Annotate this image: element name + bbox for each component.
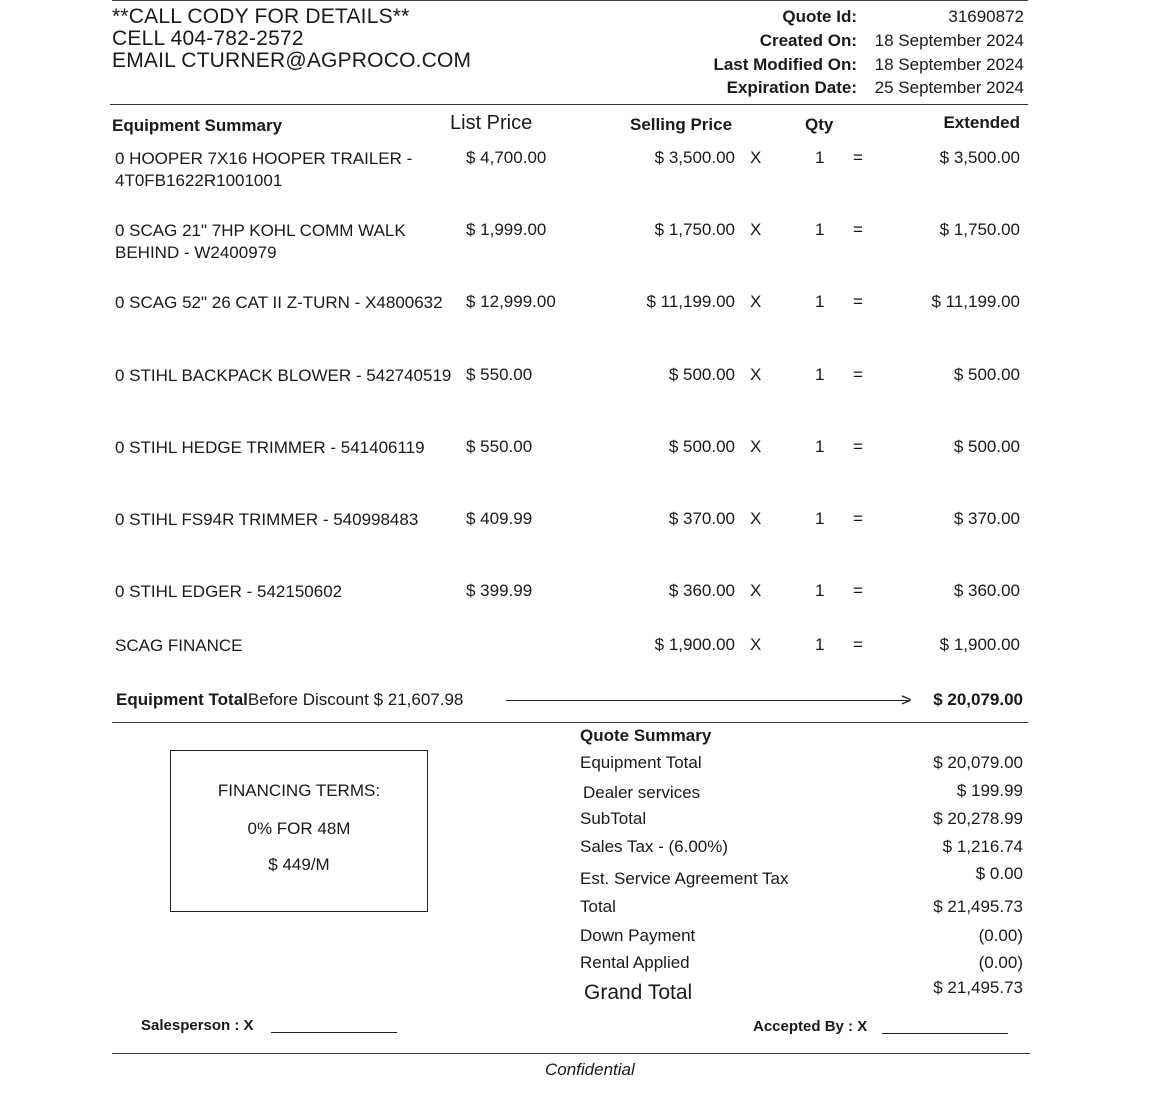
financing-payment: $ 449/M: [268, 855, 330, 874]
row-list-price: $ 550.00: [466, 437, 533, 456]
row-qty: 1: [815, 581, 825, 600]
arrow-right-icon: >: [901, 690, 912, 710]
salesperson-signature-line: [271, 1032, 397, 1033]
row-extended: $ 500.00: [953, 365, 1020, 384]
contact-cell: CELL 404-782-2572: [112, 27, 304, 50]
row-multiply-sign: X: [750, 220, 762, 239]
row-selling-price: $ 370.00: [668, 509, 735, 528]
footer-divider: [112, 1053, 1030, 1054]
total-arrow-line: [506, 700, 908, 701]
row-qty: 1: [815, 292, 825, 311]
summary-label: Equipment Total: [580, 753, 702, 772]
contact-call: **CALL CODY FOR DETAILS**: [112, 5, 410, 28]
row-list-price: $ 4,700.00: [466, 148, 547, 167]
expiration-date-label: Expiration Date:: [726, 78, 857, 97]
row-list-price: $ 409.99: [466, 509, 533, 528]
row-list-price: $ 399.99: [466, 581, 533, 600]
equipment-total-label: Equipment Total: [116, 690, 248, 709]
quote-summary-title: Quote Summary: [580, 726, 712, 745]
row-equals-sign: =: [853, 581, 863, 600]
row-description: 0 STIHL FS94R TRIMMER - 540998483: [115, 510, 419, 529]
summary-label: Dealer services: [583, 783, 701, 802]
row-selling-price: $ 500.00: [668, 437, 735, 456]
row-multiply-sign: X: [750, 581, 762, 600]
equipment-total-line: [116, 690, 463, 710]
summary-value: $ 21,495.73: [933, 978, 1023, 997]
confidential-label: Confidential: [545, 1060, 635, 1079]
row-qty: 1: [815, 220, 825, 239]
row-selling-price: $ 11,199.00: [646, 292, 735, 311]
financing-terms-box: [170, 750, 428, 912]
row-selling-price: $ 3,500.00: [654, 148, 735, 167]
expiration-date-value: 25 September 2024: [874, 78, 1024, 97]
quote-id-label: Quote Id:: [782, 7, 857, 26]
row-equals-sign: =: [853, 148, 863, 167]
summary-label: Grand Total: [584, 981, 693, 1004]
row-equals-sign: =: [853, 292, 863, 311]
row-multiply-sign: X: [750, 292, 762, 311]
summary-value: (0.00): [978, 953, 1023, 972]
row-description: SCAG FINANCE: [115, 636, 243, 655]
before-discount-text: Before Discount $ 21,607.98: [247, 690, 464, 709]
row-equals-sign: =: [853, 220, 863, 239]
row-qty: 1: [815, 148, 825, 167]
row-multiply-sign: X: [750, 437, 762, 456]
col-header-list-price: List Price: [450, 112, 533, 134]
header-divider: [110, 104, 1028, 105]
equipment-total-value: $ 20,079.00: [933, 690, 1023, 709]
created-on-value: 18 September 2024: [874, 31, 1024, 50]
salesperson-signature-label: Salesperson : X: [141, 1017, 254, 1034]
summary-value: $ 20,278.99: [933, 809, 1023, 828]
row-multiply-sign: X: [750, 365, 762, 384]
row-description: 0 STIHL HEDGE TRIMMER - 541406119: [115, 438, 425, 457]
row-extended: $ 11,199.00: [931, 292, 1020, 311]
row-selling-price: $ 1,750.00: [654, 220, 735, 239]
row-description: 0 STIHL BACKPACK BLOWER - 542740519: [115, 366, 452, 385]
summary-value: $ 20,079.00: [933, 753, 1023, 772]
quote-id-value: 31690872: [948, 7, 1024, 26]
row-multiply-sign: X: [750, 509, 762, 528]
col-header-summary: Equipment Summary: [112, 116, 283, 135]
summary-value: $ 1,216.74: [942, 837, 1023, 856]
row-list-price: $ 1,999.00: [466, 220, 547, 239]
summary-label: Est. Service Agreement Tax: [580, 869, 789, 888]
summary-value: $ 199.99: [956, 781, 1023, 800]
row-extended: $ 3,500.00: [939, 148, 1020, 167]
col-header-selling-price: Selling Price: [630, 115, 733, 134]
summary-value: (0.00): [978, 926, 1023, 945]
accepted-by-signature-label: Accepted By : X: [753, 1018, 868, 1035]
row-extended: $ 370.00: [953, 509, 1020, 528]
row-qty: 1: [815, 509, 825, 528]
row-list-price: $ 12,999.00: [466, 292, 556, 311]
summary-label: Total: [580, 897, 616, 916]
summary-value: $ 21,495.73: [933, 897, 1023, 916]
total-divider: [112, 722, 1028, 723]
row-description: 0 SCAG 52" 26 CAT II Z-TURN - X4800632: [115, 293, 443, 312]
row-equals-sign: =: [853, 509, 863, 528]
row-equals-sign: =: [853, 635, 863, 654]
row-multiply-sign: X: [750, 148, 762, 167]
top-rule: [112, 0, 1028, 1]
row-selling-price: $ 360.00: [668, 581, 735, 600]
row-qty: 1: [815, 635, 825, 654]
row-multiply-sign: X: [750, 635, 762, 654]
row-equals-sign: =: [853, 365, 863, 384]
row-extended: $ 500.00: [953, 437, 1020, 456]
summary-label: Sales Tax - (6.00%): [580, 837, 729, 856]
row-selling-price: $ 500.00: [668, 365, 735, 384]
summary-label: Down Payment: [580, 926, 696, 945]
last-modified-label: Last Modified On:: [713, 55, 857, 74]
row-qty: 1: [815, 437, 825, 456]
row-equals-sign: =: [853, 437, 863, 456]
col-header-extended: Extended: [943, 113, 1020, 132]
row-extended: $ 360.00: [953, 581, 1020, 600]
contact-block: [112, 6, 471, 72]
summary-label: Rental Applied: [580, 953, 690, 972]
financing-title: FINANCING TERMS:: [217, 781, 381, 800]
row-selling-price: $ 1,900.00: [654, 635, 735, 654]
row-extended: $ 1,900.00: [939, 635, 1020, 654]
row-qty: 1: [815, 365, 825, 384]
created-on-label: Created On:: [759, 31, 857, 50]
summary-value: $ 0.00: [975, 864, 1023, 883]
row-description: 0 HOOPER 7X16 HOOPER TRAILER - 4T0FB1622R1001001: [115, 149, 413, 190]
last-modified-value: 18 September 2024: [874, 55, 1024, 74]
financing-rate: 0% FOR 48M: [247, 819, 351, 838]
summary-label: SubTotal: [580, 809, 647, 828]
contact-email: EMAIL CTURNER@AGPROCO.COM: [112, 49, 472, 72]
row-description: 0 STIHL EDGER - 542150602: [115, 582, 343, 601]
row-list-price: $ 550.00: [466, 365, 533, 384]
row-description: 0 SCAG 21" 7HP KOHL COMM WALK BEHIND - W2400979: [115, 221, 406, 262]
accepted-by-signature-line: [882, 1033, 1008, 1034]
col-header-qty: Qty: [805, 115, 834, 134]
row-extended: $ 1,750.00: [939, 220, 1020, 239]
